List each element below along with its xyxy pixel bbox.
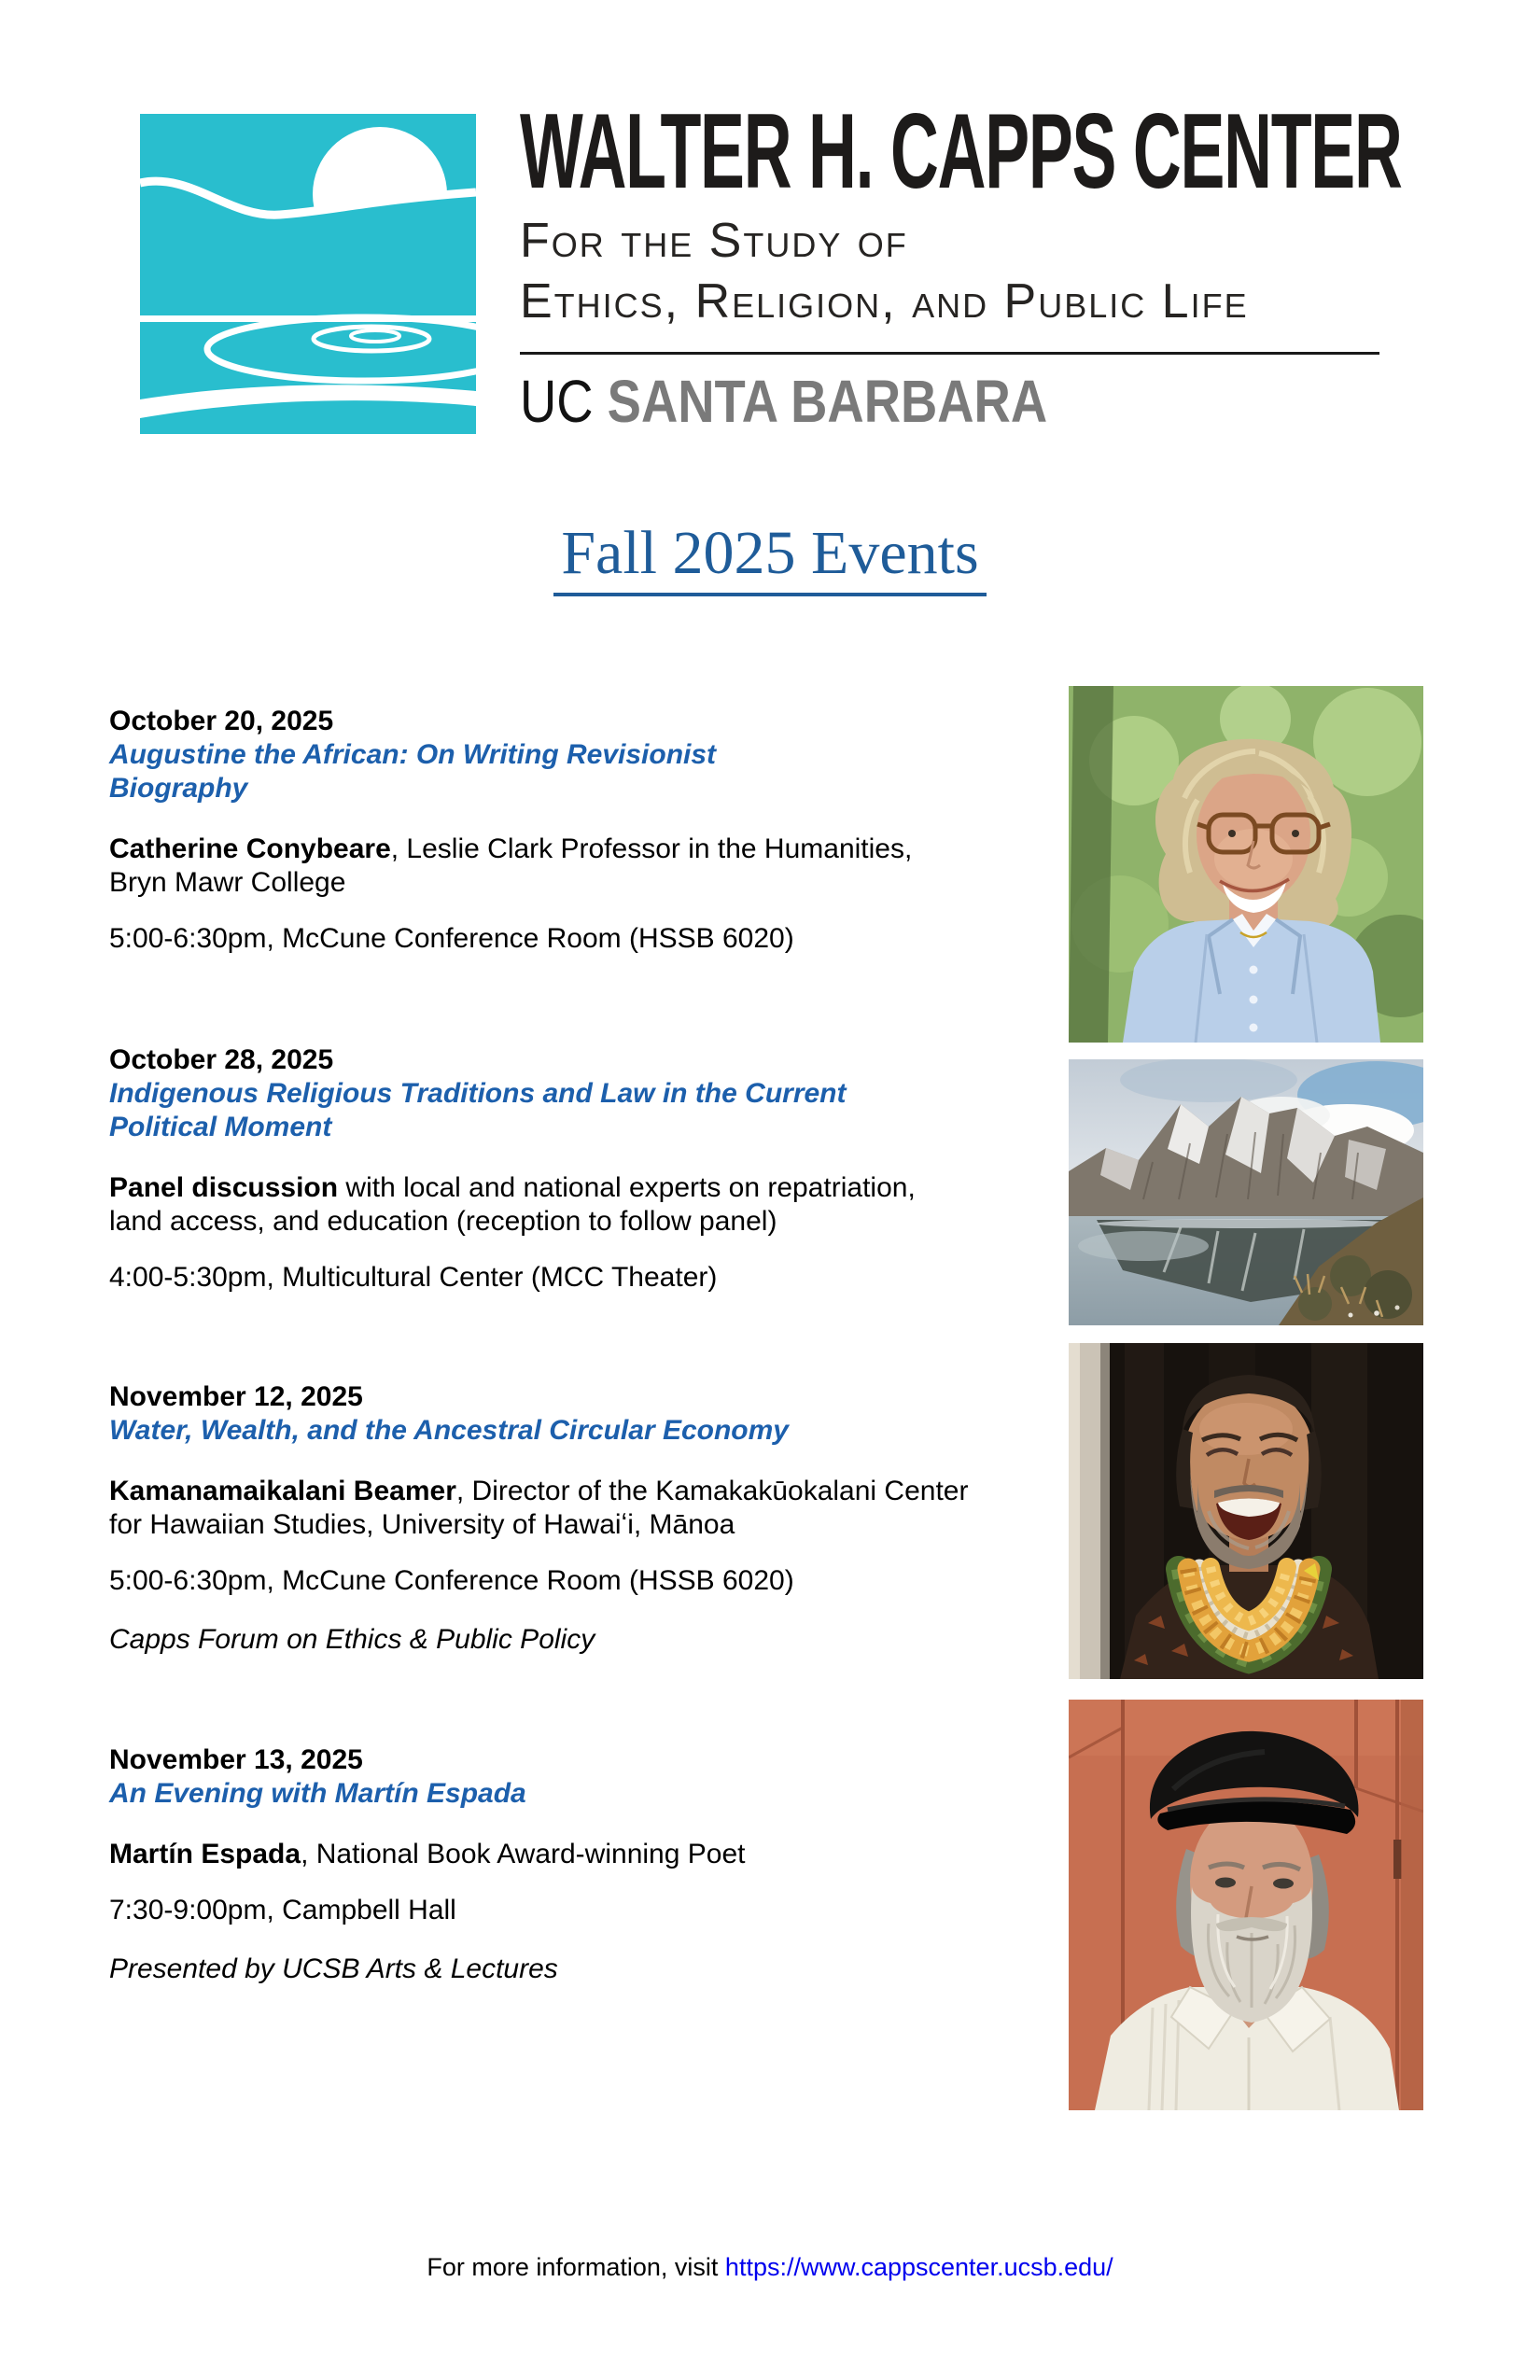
speaker-name: Kamanamaikalani Beamer: [109, 1476, 456, 1506]
campus-prefix: UC: [520, 368, 608, 435]
description-line2: land access, and education (reception to follow panel): [109, 1206, 777, 1237]
photo-kamanamaikalani-beamer: [1069, 1343, 1423, 1679]
event-speaker: [109, 1475, 1024, 1542]
speaker-affiliation: , National Book Award-winning Poet: [301, 1839, 746, 1869]
description-rest: with local and national experts on repatriation,: [338, 1172, 916, 1203]
capps-center-link[interactable]: https://www.cappscenter.ucsb.edu/: [724, 2253, 1113, 2281]
speaker-affiliation-line2: for Hawaiian Studies, University of Hawaiʻi, Mānoa: [109, 1509, 735, 1540]
photo-mountain-lake: [1069, 1059, 1423, 1325]
event-title-line1: Indigenous Religious Traditions and Law in the Current: [109, 1078, 847, 1109]
event-speaker: [109, 833, 1024, 900]
event-title-line2: Biography: [109, 773, 248, 804]
event-title: [109, 1414, 1024, 1448]
page-title: [0, 515, 1540, 593]
event-block-october-28: [109, 1043, 1024, 1320]
event-date: October 28, 2025: [109, 1044, 334, 1075]
campus-name: SANTA BARBARA: [607, 368, 1048, 435]
event-description: [109, 1171, 1024, 1239]
header-divider: [520, 352, 1379, 355]
description-lead: Panel discussion: [109, 1172, 339, 1203]
event-date: November 12, 2025: [109, 1381, 363, 1412]
speaker-name: Catherine Conybeare: [109, 833, 391, 864]
speaker-name: Martín Espada: [109, 1839, 301, 1869]
photo-martin-espada: [1069, 1700, 1423, 2110]
campus-wordmark: [520, 368, 1048, 435]
event-title-line2: Political Moment: [109, 1112, 332, 1142]
portrait-photo: [1069, 1700, 1423, 2110]
event-title: [109, 1077, 1024, 1144]
event-block-october-20: [109, 705, 1024, 981]
event-date: October 20, 2025: [109, 706, 334, 736]
event-title: [109, 738, 1024, 805]
event-title: [109, 1777, 1024, 1811]
speaker-affiliation-line2: Bryn Mawr College: [109, 867, 346, 898]
footer-text: For more information, visit: [427, 2253, 725, 2281]
landscape-photo: [1069, 1059, 1423, 1325]
wave-sun-logo-icon: [140, 114, 476, 434]
speaker-affiliation: , Leslie Clark Professor in the Humanities,: [390, 833, 913, 864]
portrait-photo: [1069, 686, 1423, 1043]
portrait-photo: [1069, 1343, 1423, 1679]
org-tagline-line2: Ethics, Religion, and Public Life: [520, 274, 1249, 329]
org-tagline-line1: For the Study of: [520, 214, 908, 268]
event-speaker: [109, 1838, 1024, 1871]
event-note: Capps Forum on Ethics & Public Policy: [109, 1624, 595, 1655]
event-block-november-13: [109, 1743, 1024, 1986]
page-title-text: Fall 2025 Events: [553, 519, 986, 596]
speaker-affiliation: , Director of the Kamakakūokalani Center: [455, 1476, 969, 1506]
photo-catherine-conybeare: [1069, 686, 1423, 1043]
event-note: Presented by UCSB Arts & Lectures: [109, 1953, 558, 1984]
event-title-line1: Water, Wealth, and the Ancestral Circular Economy: [109, 1415, 789, 1446]
event-title-line1: An Evening with Martín Espada: [109, 1778, 526, 1809]
event-block-november-12: [109, 1380, 1024, 1657]
org-name: WALTER H. CAPPS CENTER: [520, 92, 1402, 211]
event-date: November 13, 2025: [109, 1744, 363, 1775]
event-time-location: 7:30-9:00pm, Campbell Hall: [109, 1895, 456, 1925]
footer: [0, 2251, 1540, 2283]
event-time-location: 5:00-6:30pm, McCune Conference Room (HSSB 6020): [109, 923, 794, 954]
event-time-location: 5:00-6:30pm, McCune Conference Room (HSSB 6020): [109, 1565, 794, 1596]
org-tagline: [520, 211, 1249, 332]
event-title-line1: Augustine the African: On Writing Revisionist: [109, 739, 717, 770]
event-time-location: 4:00-5:30pm, Multicultural Center (MCC Theater): [109, 1262, 718, 1293]
capps-center-logo: [140, 114, 476, 434]
